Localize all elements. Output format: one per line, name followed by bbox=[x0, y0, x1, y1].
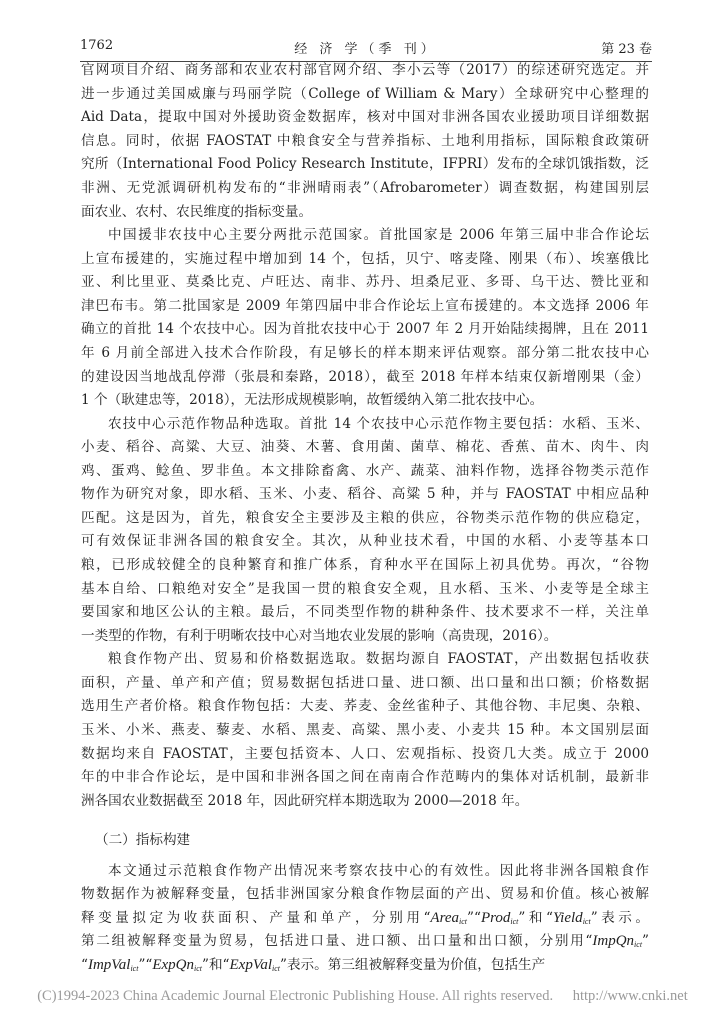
text-line: 1 个（耿建忠等，2018），无法形成规模影响，故暂缓纳入第二批农技中心。 bbox=[81, 392, 544, 409]
text-line: 可有效保证非洲各国的粮食安全。其次，从种业技术看，中国的水稻、小麦等基本口 bbox=[81, 533, 649, 550]
math-variable bbox=[592, 933, 642, 949]
paragraph bbox=[81, 224, 649, 413]
math-variable bbox=[553, 910, 591, 926]
variable-name: ExpQn bbox=[152, 957, 195, 973]
variable-name: Prod bbox=[480, 909, 511, 926]
text-segment: ”和“ bbox=[518, 909, 553, 926]
variable-subscript: ict bbox=[130, 964, 139, 973]
text-line: 中国援非农技中心主要分两批示范国家。首批国家是 2006 年第三届中非合作论坛 bbox=[108, 227, 649, 244]
text-line: 数据均来自 FAOSTAT，主要包括资本、人口、宏观指标、投资几大类。成立于 2000 bbox=[81, 745, 649, 762]
paragraph bbox=[81, 648, 649, 813]
text-segment: ”表示。第三组被解释变量为价值，包括生产 bbox=[280, 957, 546, 973]
text-segment: ”“ bbox=[138, 957, 153, 973]
variable-name: ImpQn bbox=[592, 933, 635, 950]
text-line: 确立的首批 14 个农技中心。因为首批农技中心于 2007 年 2 月开始陆续揭牌，且在 2011 bbox=[81, 321, 649, 338]
variable-subscript: ict bbox=[459, 916, 468, 926]
paragraph bbox=[81, 59, 649, 224]
text-line: 物作为研究对象，即水稻、玉米、小麦、稻谷、高粱 5 种，并与 FAOSTAT 中相应品种 bbox=[81, 486, 649, 503]
text-line: 粮，已形成较健全的良种繁育和推广体系，育种水平在国际上初具优势。再次，“谷物 bbox=[81, 557, 649, 573]
text-line: 官网项目介绍、商务部和农业农村部官网介绍、李小云等（2017）的综述研究选定。并 bbox=[81, 62, 649, 79]
variable-subscript: ict bbox=[582, 916, 591, 926]
text-line: 津巴布韦。第二批国家是 2009 年第四届中非合作论坛上宣布援建的。本文选择 2006 年 bbox=[81, 297, 649, 314]
text-line bbox=[81, 930, 649, 954]
text-line: 农技中心示范作物品种选取。首批 14 个农技中心示范作物主要包括：水稻、玉米、 bbox=[108, 415, 649, 432]
text-line: 粮食作物产出、贸易和价格数据选取。数据均源自 FAOSTAT，产出数据包括收获 bbox=[108, 651, 649, 668]
copyright-notice: (C)1994-2023 China Academic Journal Electronic Publishing House. All rights reserved. bbox=[37, 988, 554, 1004]
text-line: 基本自给、口粮绝对安全”是我国一贯的粮食安全观，且水稻、玉米、小麦等是全球主 bbox=[81, 580, 649, 597]
text-line: 洲各国农业数据截至 2018 年，因此研究样本期选取为 2000—2018 年。 bbox=[81, 792, 529, 809]
math-variable bbox=[430, 910, 467, 926]
text-segment: ”表示。 bbox=[590, 909, 650, 926]
variable-subscript: ict bbox=[510, 916, 519, 926]
text-segment: ” bbox=[642, 933, 649, 950]
text-line: 的建设因当地战乱停滞（张晨和秦路，2018），截至 2018 年样本结束仅新增刚果（金） bbox=[81, 368, 649, 385]
text-segment: 释变量拟定为收获面积、产量和单产，分别用“ bbox=[81, 909, 431, 926]
footer bbox=[0, 988, 725, 1005]
text-line: 亚、利比里亚、莫桑比克、卢旺达、南非、苏丹、坦桑尼亚、多哥、乌干达、赞比亚和 bbox=[81, 274, 649, 291]
text-line: 玉米、小米、燕麦、藜麦、水稻、黑麦、高粱、黑小麦、小麦共 15 种。本文国别层面 bbox=[81, 721, 649, 738]
volume-label: 第 23 卷 bbox=[601, 42, 652, 57]
text-line: 非洲、无党派调研机构发布的“非洲晴雨表”（Afrobarometer）调查数据，构建国别层 bbox=[81, 180, 649, 196]
text-segment: ”“ bbox=[467, 909, 481, 926]
math-variable bbox=[152, 957, 202, 973]
page-number: 1762 bbox=[80, 38, 114, 53]
paragraph bbox=[81, 413, 649, 649]
text-line: 小麦、稻谷、高粱、大豆、油葵、木薯、食用菌、菌草、棉花、香蕉、苗木、肉牛、肉 bbox=[81, 439, 649, 456]
section-heading: （二）指标构建 bbox=[95, 832, 191, 849]
variable-name: ExpVal bbox=[229, 957, 273, 973]
footer-url[interactable]: http://www.cnki.net bbox=[572, 988, 688, 1004]
variable-name: ImpVal bbox=[87, 957, 131, 973]
text-line: 面农业、农村、农民维度的指标变量。 bbox=[81, 203, 313, 220]
running-header bbox=[80, 38, 652, 60]
math-variable bbox=[481, 910, 518, 926]
variable-subscript: ict bbox=[272, 964, 281, 973]
text-line: 匹配。这是因为，首先，粮食安全主要涉及主粮的供应，谷物类示范作物的供应稳定， bbox=[81, 509, 649, 526]
text-segment: “ bbox=[81, 957, 88, 973]
paragraph bbox=[81, 860, 649, 978]
variable-name: Area bbox=[430, 909, 460, 926]
text-line: 上宣布援建的，实施过程中增加到 14 个，包括，贝宁、喀麦隆、刚果（布）、埃塞俄比 bbox=[81, 250, 649, 267]
text-line: 要国家和地区公认的主粮。最后，不同类型作物的耕种条件、技术要求不一样，关注单 bbox=[81, 604, 649, 621]
body-text bbox=[81, 59, 649, 977]
text-line: Aid Data，提取中国对外援助资金数据库，核对中国对非洲各国农业援助项目详细数据 bbox=[81, 109, 649, 126]
text-line: 究所（International Food Policy Research Institute，IFPRI）发布的全球饥饿指数，泛 bbox=[81, 156, 649, 173]
text-line: 选用生产者价格。粮食作物包括：大麦、荞麦、金丝雀种子、其他谷物、丰尼奥、杂粮、 bbox=[81, 698, 649, 715]
journal-title: 经 济 学（季 刊） bbox=[294, 42, 438, 57]
text-line: 年的中非合作论坛，是中国和非洲各国之间在南南合作范畴内的集体对话机制，最新非 bbox=[81, 769, 649, 786]
text-line: 进一步通过美国威廉与玛丽学院（College of William & Mary）全球研究中心整理的 bbox=[81, 85, 649, 102]
variable-subscript: ict bbox=[634, 940, 643, 950]
text-segment: ”和“ bbox=[202, 957, 230, 973]
math-variable bbox=[88, 957, 139, 973]
text-line: 鸡、蛋鸡、鲶鱼、罗非鱼。本文排除畜禽、水产、蔬菜、油料作物，选择谷物类示范作 bbox=[81, 462, 649, 479]
text-line bbox=[81, 954, 649, 978]
text-line: 年 6 月前全部进入技术合作阶段，有足够长的样本期来评估观察。部分第二批农技中心 bbox=[81, 344, 649, 361]
text-segment: 第二组被解释变量为贸易，包括进口量、进口额、出口量和出口额，分别用“ bbox=[81, 933, 593, 950]
variable-subscript: ict bbox=[194, 964, 203, 973]
variable-name: Yield bbox=[552, 909, 583, 926]
text-line: 本文通过示范粮食作物产出情况来考察农技中心的有效性。因此将非洲各国粮食作 bbox=[108, 862, 649, 879]
text-line: 物数据作为被解释变量，包括非洲国家分粮食作物层面的产出、贸易和价值。核心被解 bbox=[81, 886, 649, 903]
text-line bbox=[81, 907, 649, 931]
text-line: 一类型的作物，有利于明晰农技中心对当地农业发展的影响（高贵现，2016）。 bbox=[81, 627, 558, 644]
text-line: 面积，产量、单产和产值；贸易数据包括进口量、进口额、出口量和出口额；价格数据 bbox=[81, 674, 649, 691]
text-line: 信息。同时，依据 FAOSTAT 中粮食安全与营养指标、土地利用指标，国际粮食政策研 bbox=[81, 132, 649, 149]
math-variable bbox=[230, 957, 281, 973]
